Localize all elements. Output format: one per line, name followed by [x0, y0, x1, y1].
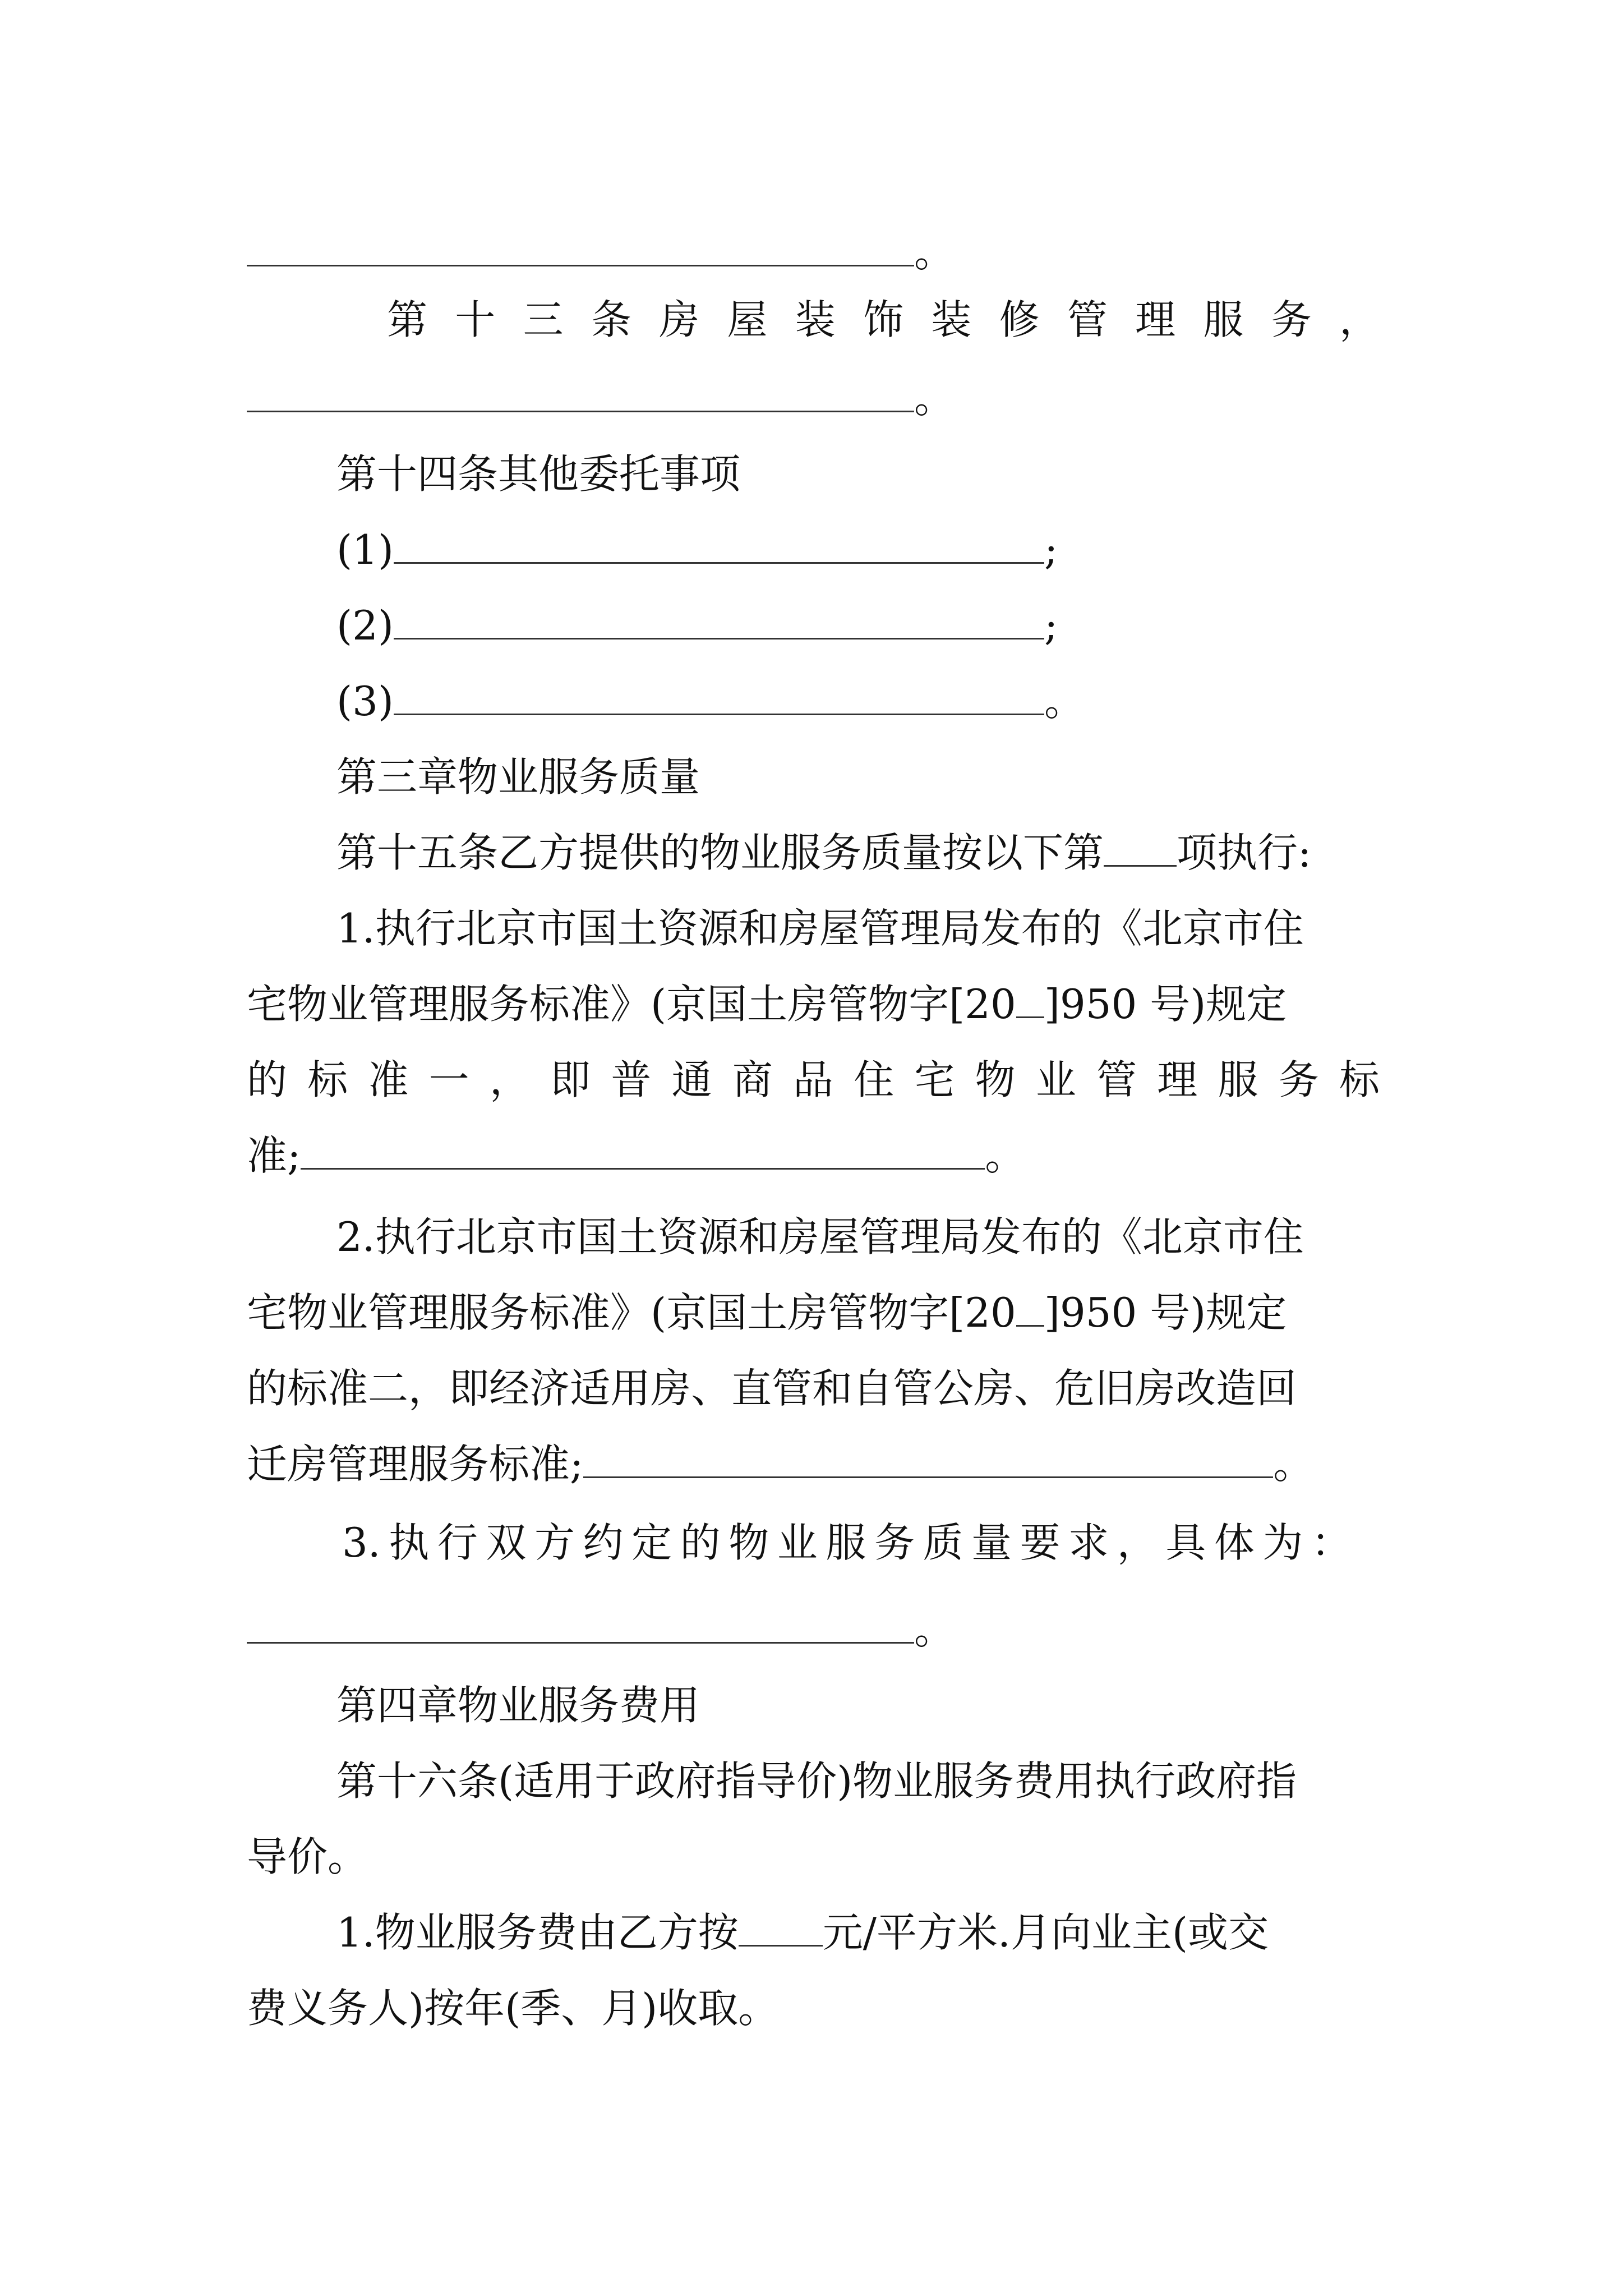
- justified-char: 业: [777, 1519, 818, 1566]
- justified-char: 修: [999, 296, 1040, 343]
- justified-char: 质: [923, 1519, 963, 1566]
- item-label: (3): [336, 678, 394, 725]
- item-3: [336, 673, 1380, 729]
- article-16: 第十六条(适用于政府指导价)物业服务费用执行政府指: [336, 1757, 1297, 1805]
- fill-blank[interactable]: [394, 597, 1044, 639]
- text: ]950 号)规定: [1044, 1289, 1287, 1336]
- justified-char: 服: [1203, 296, 1244, 343]
- article-14-heading: 第十四条其他委托事项: [336, 450, 741, 498]
- period: 。: [914, 1606, 955, 1653]
- chapter-4-heading: 第四章物业服务费用: [336, 1682, 700, 1729]
- article-13-heading: [387, 292, 1380, 348]
- justified-char: 体: [1214, 1519, 1255, 1566]
- justified-char: 定: [631, 1519, 672, 1566]
- justified-char: 准: [368, 1056, 409, 1103]
- justified-char: 第: [387, 296, 428, 343]
- justified-char: 的: [247, 1056, 288, 1103]
- blank-line-2: [247, 370, 1380, 426]
- paragraph-line: 导价。: [247, 1833, 368, 1880]
- justified-char: 业: [1035, 1056, 1076, 1103]
- item-end: 。: [1044, 678, 1085, 725]
- paragraph-line: 费义务人)按年(季、月)收取。: [247, 1985, 779, 2032]
- text: 宅物业管理服务标准》(京国土房管物字[20: [247, 981, 1016, 1028]
- justified-char: 一: [428, 1056, 469, 1103]
- justified-char: 三: [523, 296, 564, 343]
- paragraph-line: [247, 1128, 1380, 1184]
- item-label: (2): [336, 602, 394, 649]
- item-1: [336, 522, 1380, 578]
- justified-char: ，: [1117, 1519, 1158, 1566]
- paragraph-line: [247, 1436, 1380, 1492]
- justified-char: 饰: [863, 296, 903, 343]
- justified-char: 方: [534, 1519, 575, 1566]
- text: 迁房管理服务标准;: [247, 1441, 584, 1488]
- justified-char: 务: [1271, 296, 1312, 343]
- fill-blank[interactable]: [394, 673, 1044, 715]
- justified-char: 求: [1068, 1519, 1109, 1566]
- text: 宅物业管理服务标准》(京国土房管物字[20: [247, 1289, 1016, 1336]
- item-end: ;: [1044, 526, 1058, 573]
- justified-char: 务: [874, 1519, 915, 1566]
- paragraph-line: [336, 1904, 1380, 1961]
- justified-char: 服: [1218, 1056, 1258, 1103]
- period: 。: [914, 375, 955, 422]
- justified-char: 装: [931, 296, 972, 343]
- justified-char: 条: [591, 296, 631, 343]
- text: ]950 号)规定: [1044, 981, 1287, 1028]
- blank-line-1: [247, 224, 1380, 280]
- justified-char: 双: [486, 1519, 527, 1566]
- paragraph-line: 2.执行北京市国土资源和房屋管理局发布的《北京市住: [336, 1213, 1304, 1260]
- paragraph-line: [247, 976, 1380, 1032]
- justified-char: 理: [1135, 296, 1176, 343]
- justified-char: 住: [854, 1056, 895, 1103]
- text: 项执行:: [1177, 829, 1312, 876]
- fill-blank[interactable]: [739, 1904, 823, 1947]
- justified-char: 管: [1096, 1056, 1137, 1103]
- blank-line-3: [247, 1602, 1380, 1658]
- period: 。: [1273, 1441, 1314, 1488]
- justified-char: 品: [792, 1056, 833, 1103]
- paragraph-line: [247, 1285, 1380, 1341]
- justified-char: 即: [550, 1056, 591, 1103]
- item-2: [336, 597, 1380, 654]
- fill-blank[interactable]: [394, 522, 1044, 564]
- fill-blank[interactable]: [247, 370, 914, 412]
- fill-blank[interactable]: [301, 1128, 985, 1170]
- fill-blank[interactable]: [1104, 825, 1177, 867]
- fill-blank[interactable]: [1016, 1285, 1044, 1327]
- text: 第十五条乙方提供的物业服务质量按以下第: [336, 829, 1104, 876]
- justified-char: 屋: [727, 296, 768, 343]
- fill-blank[interactable]: [247, 1602, 914, 1644]
- justified-char: 管: [1067, 296, 1108, 343]
- paragraph-line: 的标准二，即经济适用房、直管和自管公房、危旧房改造回: [247, 1365, 1297, 1412]
- justified-char: 普: [611, 1056, 652, 1103]
- justified-char: 商: [732, 1056, 773, 1103]
- paragraph-line: [342, 1515, 1352, 1571]
- justified-char: 具: [1165, 1519, 1206, 1566]
- justified-char: 行: [437, 1519, 478, 1566]
- justified-char: 要: [1020, 1519, 1061, 1566]
- justified-char: 量: [971, 1519, 1012, 1566]
- item-label: (1): [336, 526, 394, 573]
- justified-char: 通: [671, 1056, 712, 1103]
- justified-char: 3.: [342, 1519, 381, 1566]
- justified-char: 理: [1157, 1056, 1198, 1103]
- justified-char: 房: [659, 296, 700, 343]
- justified-char: 物: [728, 1519, 769, 1566]
- fill-blank[interactable]: [583, 1436, 1273, 1478]
- article-15: [336, 825, 1380, 881]
- justified-char: ，: [1339, 296, 1380, 343]
- justified-char: 服: [826, 1519, 866, 1566]
- justified-char: ，: [489, 1056, 530, 1103]
- chapter-3-heading: 第三章物业服务质量: [336, 753, 700, 800]
- justified-char: 装: [795, 296, 836, 343]
- fill-blank[interactable]: [1016, 976, 1044, 1018]
- justified-char: ：: [1311, 1519, 1352, 1566]
- justified-char: 为: [1262, 1519, 1303, 1566]
- fill-blank[interactable]: [247, 224, 914, 266]
- text: 1.物业服务费由乙方按: [336, 1909, 739, 1956]
- period: 。: [914, 229, 955, 276]
- paragraph-line: [247, 1052, 1380, 1108]
- text: 元/平方米.月向业主(或交: [822, 1909, 1269, 1956]
- justified-char: 的: [680, 1519, 721, 1566]
- justified-char: 宅: [914, 1056, 955, 1103]
- text: 准;: [247, 1132, 301, 1179]
- justified-char: 约: [583, 1519, 624, 1566]
- justified-char: 标: [307, 1056, 348, 1103]
- paragraph-line: 1.执行北京市国土资源和房屋管理局发布的《北京市住: [336, 905, 1304, 952]
- justified-char: 执: [389, 1519, 430, 1566]
- justified-char: 务: [1278, 1056, 1319, 1103]
- justified-char: 物: [975, 1056, 1016, 1103]
- item-end: ;: [1044, 602, 1058, 649]
- justified-char: 十: [455, 296, 496, 343]
- justified-char: 标: [1339, 1056, 1380, 1103]
- period: 。: [985, 1132, 1026, 1179]
